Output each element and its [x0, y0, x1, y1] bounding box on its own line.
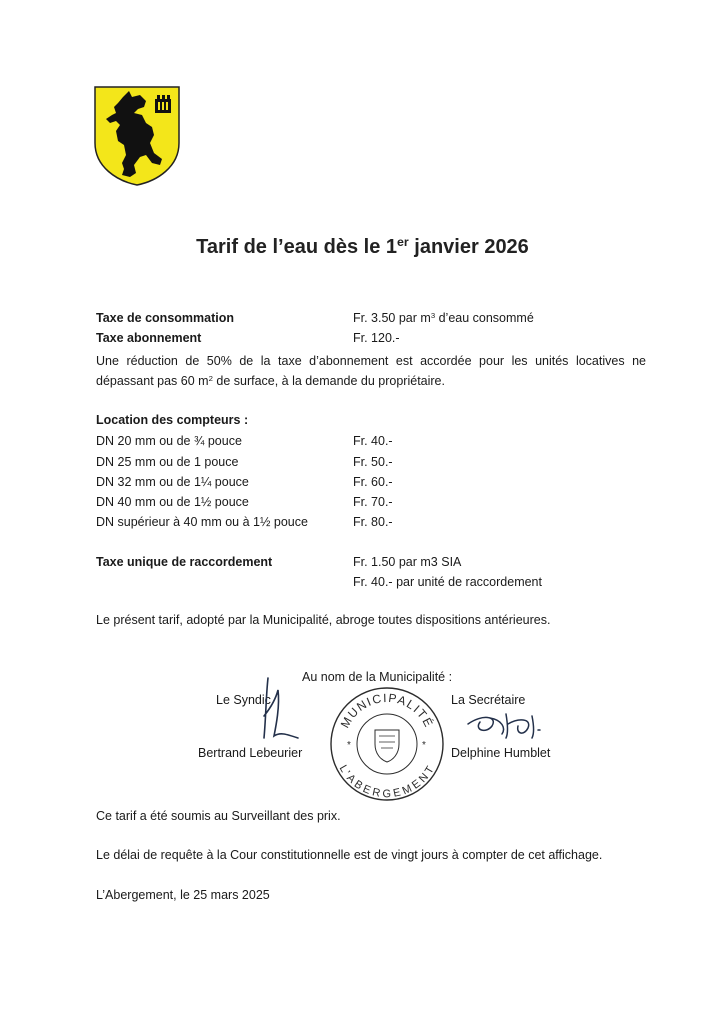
right-signer-name: Delphine Humblet — [451, 746, 551, 760]
stamp-bottom-text: L’ABERGEMENT — [336, 763, 438, 801]
meter-row-value: Fr. 80.- — [353, 515, 393, 529]
meters-heading: Location des compteurs : — [96, 413, 249, 427]
svg-text:*: * — [347, 740, 351, 751]
appeal-paragraph: Le délai de requête à la Cour constitutionnelle est de vingt jours à compter de cet affichage. — [96, 848, 603, 862]
page-title: Tarif de l’eau dès le 1er janvier 2026 — [196, 235, 529, 258]
svg-text:*: * — [422, 740, 426, 751]
on-behalf-label: Au nom de la Municipalité : — [302, 670, 453, 684]
meter-row-value: Fr. 60.- — [353, 475, 393, 489]
bear-coat-of-arms-icon — [93, 85, 181, 187]
syndic-signature — [254, 676, 302, 748]
meter-row-label: DN 25 mm ou de 1 pouce — [96, 455, 239, 469]
consumption-tax-label: Taxe de consommation — [96, 311, 234, 325]
meter-row-value: Fr. 40.- — [353, 434, 393, 448]
connection-tax-label: Taxe unique de raccordement — [96, 555, 273, 569]
connection-tax-value-2: Fr. 40.- par unité de raccordement — [353, 575, 542, 589]
meter-row-label: DN 20 mm ou de ¾ pouce — [96, 434, 242, 448]
meter-row-label: DN 40 mm ou de 1½ pouce — [96, 495, 249, 509]
meter-row-value: Fr. 50.- — [353, 455, 393, 469]
subscription-tax-label: Taxe abonnement — [96, 331, 202, 345]
price-watch-note: Ce tarif a été soumis au Surveillant des prix. — [96, 809, 341, 823]
reduction-paragraph: Une réduction de 50% de la taxe d’abonnement est accordée pour les unités locatives ne dépassant pas 60 $m^2$ de surface, à la demande du propriétaire. — [96, 354, 646, 388]
municipality-stamp — [327, 684, 447, 804]
left-signer-name: Bertrand Lebeurier — [198, 746, 303, 760]
repeal-paragraph: Le présent tarif, adopté par la Municipalité, abroge toutes dispositions antérieures. — [96, 613, 551, 627]
stamp-top-text: MUNICIPALITÉ — [337, 690, 437, 731]
right-signer-role: La Secrétaire — [451, 693, 526, 707]
meter-row-label: DN 32 mm ou de 1¼ pouce — [96, 475, 249, 489]
secretary-signature — [462, 708, 562, 742]
svg-text:MUNICIPALITÉ — [338, 691, 437, 730]
left-signer-role: Le Syndic — [216, 693, 271, 707]
consumption-tax-value: Fr. 3.50 par $m^3$ d’eau consommé — [353, 310, 534, 325]
meter-row-label: DN supérieur à 40 mm ou à 1½ pouce — [96, 515, 308, 529]
svg-text:L’ABERGEMENT — [337, 763, 438, 800]
subscription-tax-value: Fr. 120.- — [353, 331, 400, 345]
connection-tax-value-1: Fr. 1.50 par m3 SIA — [353, 555, 462, 569]
meter-row-value: Fr. 70.- — [353, 495, 393, 509]
place-date: L’Abergement, le 25 mars 2025 — [96, 888, 270, 902]
